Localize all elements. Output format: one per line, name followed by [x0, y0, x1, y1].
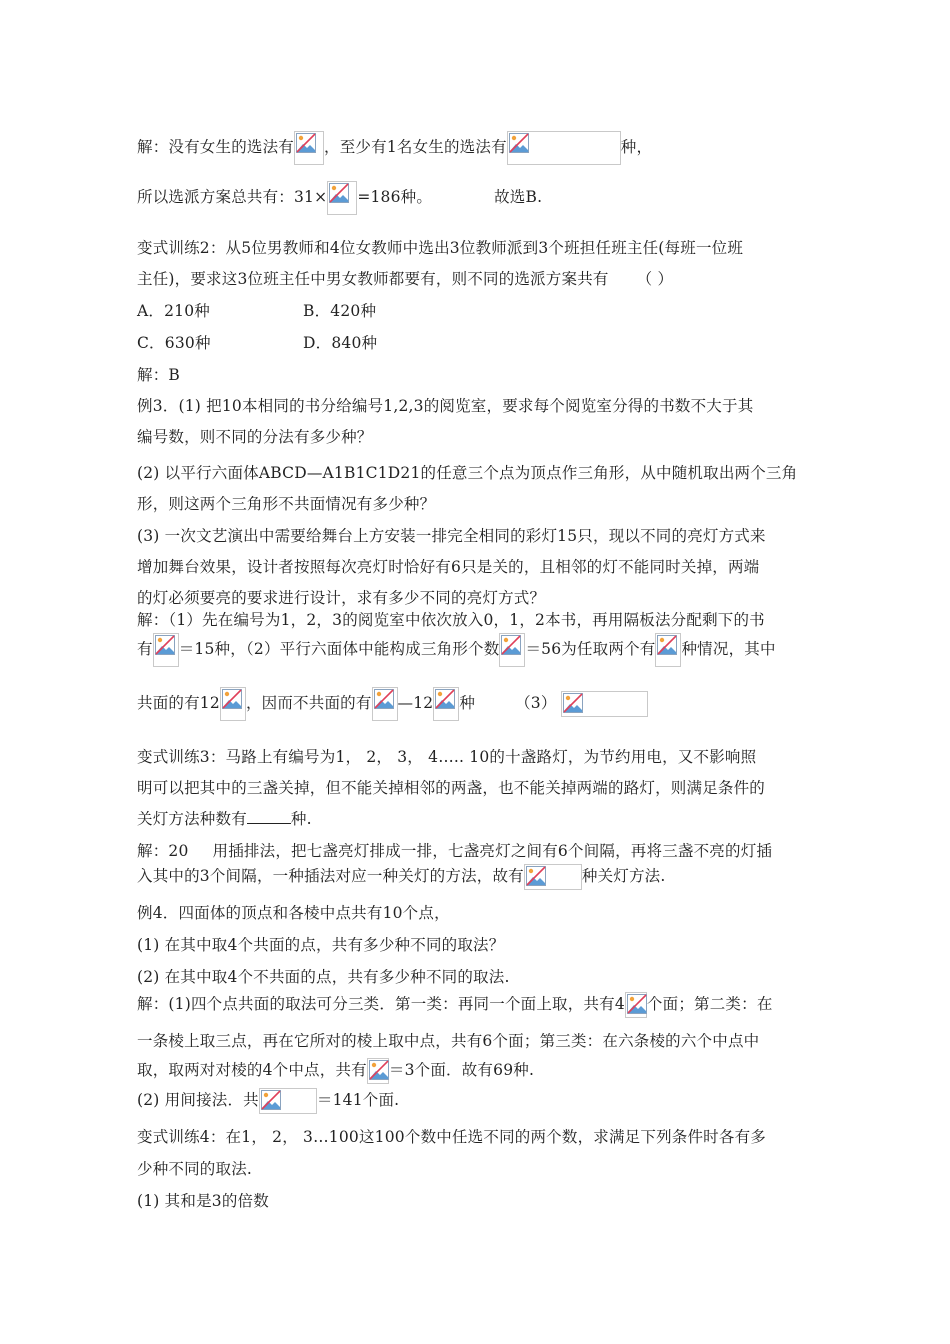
line-16: 有 ＝15种，（2）平行六面体中能构成三角形个数 ＝56为任取两个有 种情况，其中	[137, 633, 776, 667]
line-27: 一条棱上取三点，再在它所对的棱上取中点，共有6个面；第三类：在六条棱的六个中点中	[137, 1032, 760, 1050]
line-21: 解：20 用插排法，把七盏亮灯排成一排，七盏亮灯之间有6个间隔，再将三盏不亮的灯插	[137, 842, 773, 860]
line-14: 的灯必须要亮的要求进行设计，求有多少不同的亮灯方式？	[137, 589, 546, 607]
option-c: C．630种	[137, 334, 211, 352]
formula-image	[372, 687, 398, 721]
formula-image	[259, 1088, 317, 1114]
line-31: 少种不同的取法.	[137, 1160, 253, 1178]
option-a: A．210种	[137, 302, 210, 320]
line-15: 解：（1）先在编号为1，2，3的阅览室中依次放入0，1，2本书，再用隔板法分配剩下的书	[137, 611, 765, 629]
line-24: (1) 在其中取4个共面的点，共有多少种不同的取法？	[137, 936, 505, 954]
formula-image	[433, 687, 459, 721]
formula-image	[294, 131, 324, 165]
line-answer-b: 解：B	[137, 366, 180, 384]
formula-image	[327, 181, 357, 215]
formula-image	[655, 633, 681, 667]
line-18: 变式训练3：马路上有编号为1， 2， 3， 4….. 10的十盏路灯，为节约用电，又不影响照	[137, 748, 757, 766]
formula-image	[153, 633, 179, 667]
line-example4: 例4．四面体的顶点和各棱中点共有10个点，	[137, 904, 450, 922]
line-3: 变式训练2：从5位男教师和4位女教师中选出3位教师派到3个班担任班主任(每班一位班	[137, 239, 744, 257]
line-10: (2) 以平行六面体ABCD—A1B1C1D21的任意三个点为顶点作三角形，从中随机取出两个三角	[137, 464, 798, 482]
formula-image	[499, 633, 525, 667]
option-row-ab	[137, 300, 376, 322]
line-9: 编号数，则不同的分法有多少种？	[137, 428, 373, 446]
line-32: (1) 其和是3的倍数	[137, 1192, 269, 1210]
formula-image	[524, 864, 582, 890]
line-11: 形，则这两个三角形不共面情况有多少种？	[137, 495, 436, 513]
line-29: (2) 用间接法．共 ＝141个面.	[137, 1088, 399, 1114]
line-2: 所以选派方案总共有：31× =186种。 故选B.	[137, 181, 542, 215]
line-example3: 例3．(1) 把10本相同的书分给编号1,2,3的阅览室，要求每个阅览室分得的书数不大于其	[137, 397, 754, 415]
option-d: D．840种	[303, 334, 378, 352]
line-22: 入其中的3个间隔，一种插法对应一种关灯的方法，故有 种关灯方法.	[137, 864, 666, 890]
option-row-cd	[137, 332, 377, 354]
option-b: B．420种	[303, 302, 377, 320]
line-28: 取，取两对对棱的4个中点，共有 ＝3个面．故有69种.	[137, 1058, 534, 1084]
formula-image	[561, 691, 648, 717]
line-13: 增加舞台效果，设计者按照每次亮灯时恰好有6只是关的，且相邻的灯不能同时关掉，两端	[137, 558, 760, 576]
line-4: 主任)，要求这3位班主任中男女教师都要有，则不同的选派方案共有 （ ）	[137, 270, 674, 288]
formula-image	[367, 1058, 389, 1084]
line-30: 变式训练4：在1， 2， 3…100这100个数中任选不同的两个数，求满足下列条件时各有多	[137, 1128, 766, 1146]
line-20: 关灯方法种数有 种.	[137, 810, 312, 828]
formula-image	[220, 687, 246, 721]
line-19: 明可以把其中的三盏关掉，但不能关掉相邻的两盏，也不能关掉两端的路灯，则满足条件的	[137, 779, 766, 797]
formula-image	[625, 992, 647, 1018]
line-12: (3) 一次文艺演出中需要给舞台上方安装一排完全相同的彩灯15只，现以不同的亮灯方式来	[137, 527, 766, 545]
answer-blank	[247, 809, 291, 824]
line-25: (2) 在其中取4个不共面的点，共有多少种不同的取法.	[137, 968, 510, 986]
line-17: 共面的有12 ，因而不共面的有 —12 种 （3）	[137, 687, 648, 721]
line-26: 解：(1)四个点共面的取法可分三类．第一类：再同一个面上取，共有4 个面；第二类：在	[137, 992, 773, 1018]
line-1: 解：没有女生的选法有 ，至少有1名女生的选法有 种，	[137, 131, 652, 165]
formula-image	[507, 131, 621, 165]
